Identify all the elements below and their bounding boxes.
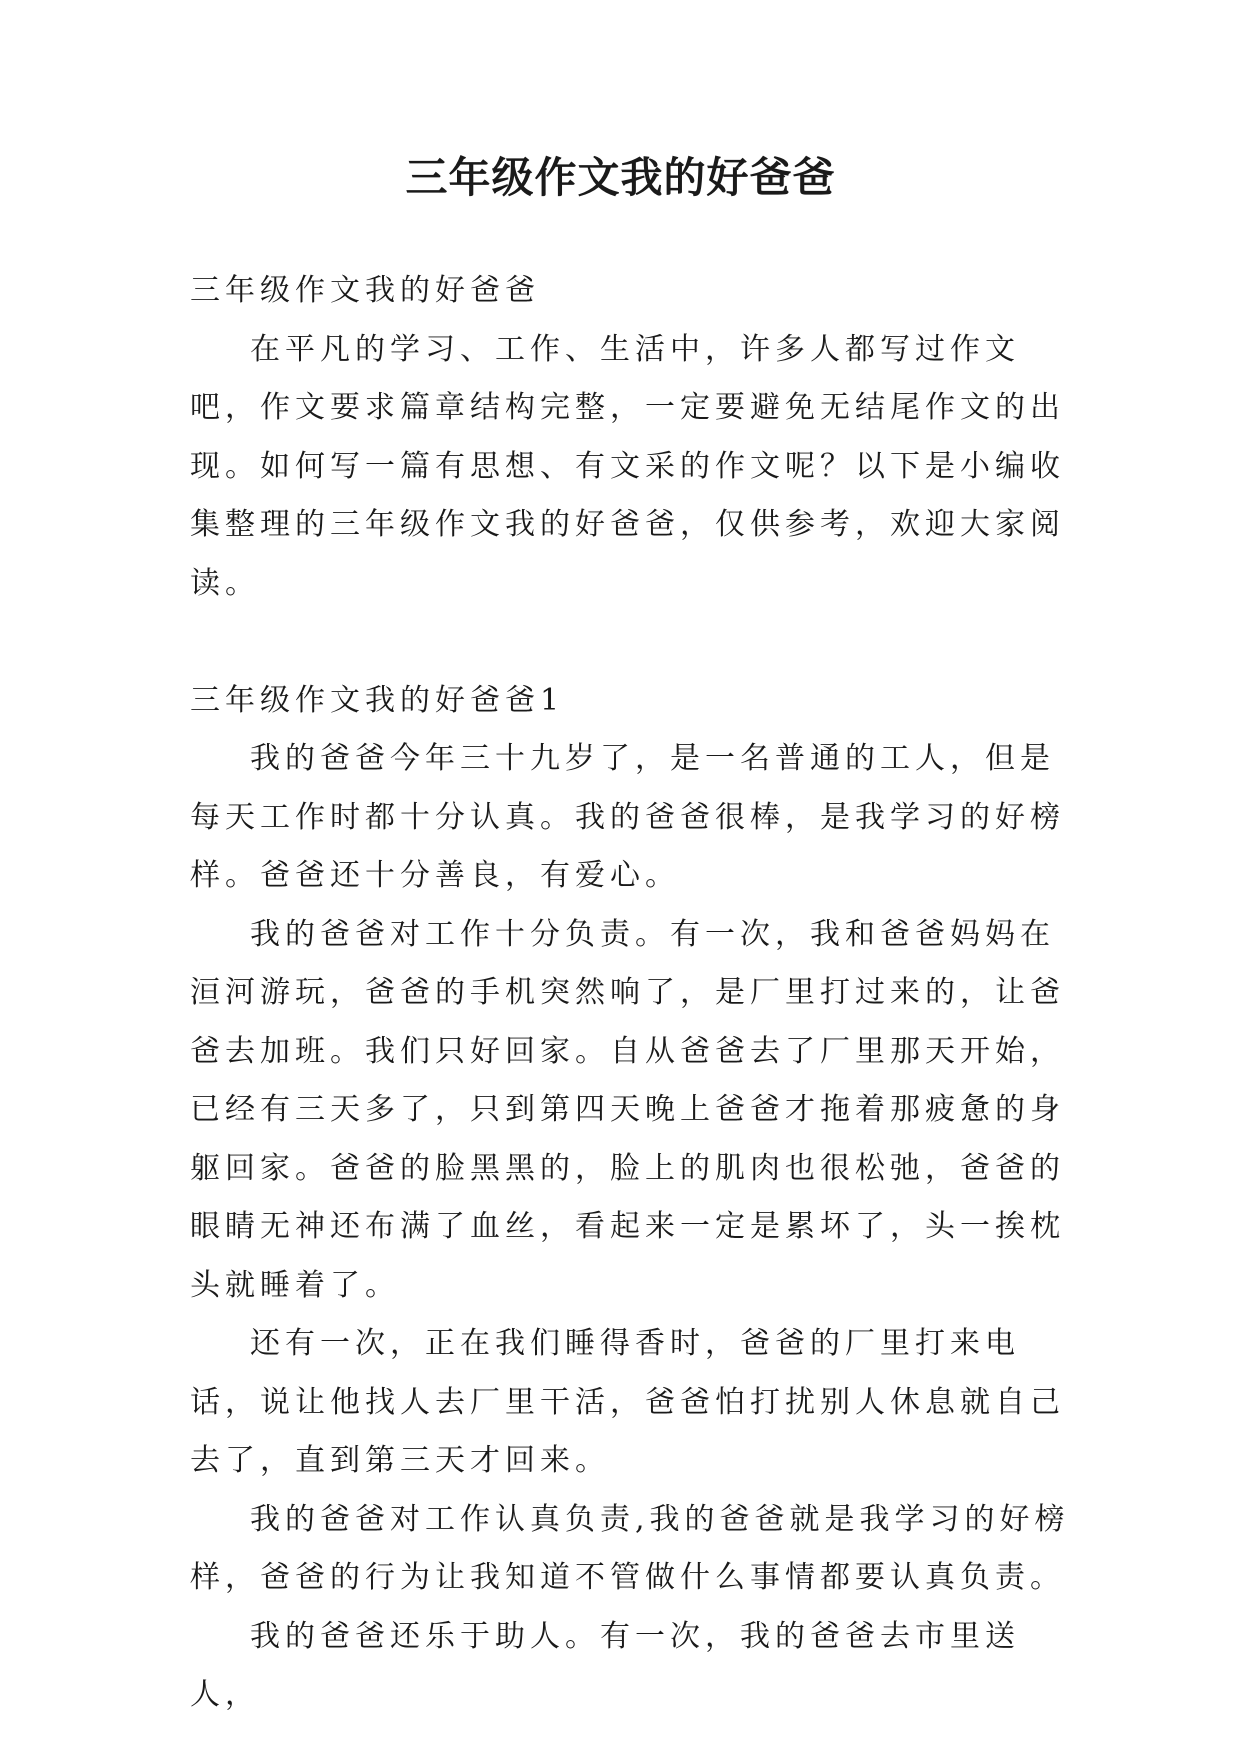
intro-paragraph: 在平凡的学习、工作、生活中，许多人都写过作文吧，作文要求篇章结构完整，一定要避免无结尾作文的出现。如何写一篇有思想、有文采的作文呢？以下是小编收集整理的三年级作文我的好爸爸，仅供参考，欢迎大家阅读。 (190, 331, 1065, 601)
body-paragraph: 我的爸爸对工作认真负责,我的爸爸就是我学习的好榜样，爸爸的行为让我知道不管做什么事情都要认真负责。 (190, 1501, 1070, 1595)
section-heading: 三年级作文我的好爸爸1 (190, 682, 565, 718)
section-spacer (190, 613, 1070, 672)
body-paragraph: 我的爸爸今年三十九岁了，是一名普通的工人，但是每天工作时都十分认真。我的爸爸很棒，是我学习的好榜样。爸爸还十分善良，有爱心。 (190, 741, 1065, 893)
body-paragraph: 我的爸爸还乐于助人。有一次，我的爸爸去市里送人， (190, 1618, 1020, 1712)
subtitle-line: 三年级作文我的好爸爸 (190, 273, 540, 308)
body-paragraph: 还有一次，正在我们睡得香时，爸爸的厂里打来电话，说让他找人去厂里干活，爸爸怕打扰别人休息就自己去了，直到第三天才回来。 (190, 1326, 1065, 1478)
document-title: 三年级作文我的好爸爸 (405, 153, 836, 202)
body-paragraph: 我的爸爸对工作十分负责。有一次，我和爸爸妈妈在洹河游玩，爸爸的手机突然响了，是厂里打过来的，让爸爸去加班。我们只好回家。自从爸爸去了厂里那天开始，已经有三天多了，只到第四天晚上爸爸才拖着那疲惫的身躯回家。爸爸的脸黑黑的，脸上的肌肉也很松弛，爸爸的眼睛无神还布满了血丝，看起来一定是累坏了，头一挨枕头就睡着了。 (190, 916, 1065, 1303)
document-body (190, 262, 1070, 1725)
